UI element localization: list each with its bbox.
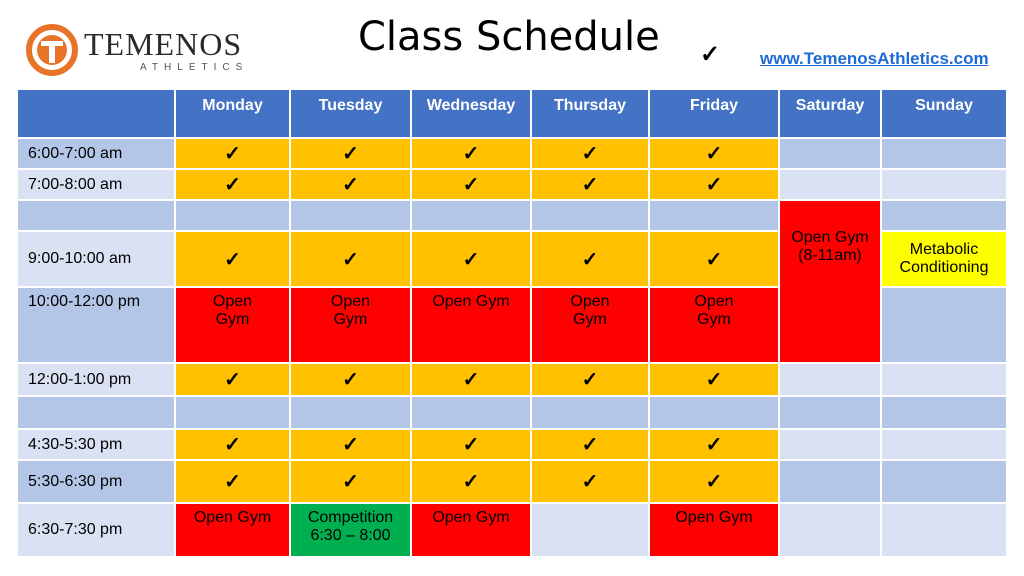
- check-mark-icon: ✓: [705, 248, 723, 271]
- table-row: [17, 396, 1007, 429]
- open-gym-label-line2: Gym: [215, 311, 250, 328]
- time-label: [17, 200, 175, 231]
- saturday-open-gym-hours: (8-11am): [798, 247, 862, 264]
- empty-cell: [411, 396, 531, 429]
- open-gym-cell: [531, 287, 649, 363]
- open-gym-label: Open Gym: [432, 293, 510, 310]
- open-gym-label: Open Gym: [675, 509, 753, 526]
- check-mark-icon: ✓: [462, 369, 480, 391]
- day-header-tuesday: Tuesday: [290, 89, 411, 138]
- open-gym-cell: [175, 503, 290, 557]
- class-cell: [649, 363, 779, 396]
- check-mark-icon: ✓: [581, 143, 599, 165]
- table-row: [17, 503, 1007, 557]
- table-row: [17, 138, 1007, 169]
- empty-cell: [881, 287, 1007, 363]
- class-cell: [411, 429, 531, 460]
- page-title: Class Schedule: [358, 14, 660, 60]
- open-gym-label: Open Gym: [193, 509, 272, 526]
- empty-cell: [175, 200, 290, 231]
- class-cell: [175, 363, 290, 396]
- check-mark-icon: ✓: [705, 369, 723, 391]
- table-row: [17, 429, 1007, 460]
- check-mark-icon: ✓: [342, 434, 359, 456]
- class-cell: [649, 460, 779, 503]
- open-gym-cell: [411, 503, 531, 557]
- day-header-friday: Friday: [649, 89, 779, 138]
- class-cell: [175, 429, 290, 460]
- class-cell: [290, 169, 411, 200]
- class-cell: [531, 429, 649, 460]
- class-cell: [175, 169, 290, 200]
- check-mark-icon: ✓: [224, 369, 241, 391]
- class-cell: [290, 138, 411, 169]
- class-cell: [411, 169, 531, 200]
- open-gym-label: Open Gym: [432, 509, 510, 526]
- empty-cell: [881, 363, 1007, 396]
- check-mark-icon: ✓: [342, 143, 359, 165]
- class-cell: [290, 231, 411, 287]
- table-row: [17, 460, 1007, 503]
- logo-name: TEMENOS: [84, 26, 243, 62]
- time-label: 4:30-5:30 pm: [17, 429, 175, 460]
- class-cell: [411, 138, 531, 169]
- class-cell: [531, 169, 649, 200]
- open-gym-label-line1: Open: [694, 293, 734, 310]
- corner-cell: [17, 89, 175, 138]
- check-mark-icon: ✓: [581, 369, 599, 391]
- class-cell: [411, 363, 531, 396]
- check-mark-icon: ✓: [462, 434, 480, 456]
- time-label: 7:00-8:00 am: [17, 169, 175, 200]
- open-gym-label-line2: Gym: [573, 311, 607, 328]
- day-header-saturday: Saturday: [779, 89, 881, 138]
- empty-cell: [531, 396, 649, 429]
- saturday-open-gym-label: Open Gym: [791, 229, 869, 246]
- empty-cell: [411, 200, 531, 231]
- check-mark-icon: ✓: [700, 41, 721, 68]
- empty-cell: [290, 200, 411, 231]
- empty-cell: [779, 363, 881, 396]
- competition-cell: [290, 503, 411, 557]
- class-cell: [649, 231, 779, 287]
- check-mark-icon: ✓: [342, 248, 359, 271]
- open-gym-label-line1: Open: [570, 293, 610, 310]
- day-header-wednesday: Wednesday: [411, 89, 531, 138]
- class-cell: [175, 231, 290, 287]
- class-cell: [411, 231, 531, 287]
- open-gym-cell: [175, 287, 290, 363]
- class-cell: [290, 460, 411, 503]
- website-link[interactable]: www.TemenosAthletics.com: [760, 49, 989, 68]
- time-label: 10:00-12:00 pm: [17, 287, 175, 363]
- empty-cell: [779, 396, 881, 429]
- time-label: 12:00-1:00 pm: [17, 363, 175, 396]
- class-cell: [290, 429, 411, 460]
- check-mark-icon: ✓: [342, 369, 359, 391]
- table-row: [17, 363, 1007, 396]
- class-cell: [531, 231, 649, 287]
- check-mark-icon: ✓: [581, 471, 599, 493]
- table-row: [17, 200, 1007, 231]
- empty-cell: [531, 503, 649, 557]
- empty-cell: [175, 396, 290, 429]
- temenos-logo: [24, 22, 284, 78]
- empty-cell: [881, 460, 1007, 503]
- empty-cell: [531, 200, 649, 231]
- class-cell: [411, 460, 531, 503]
- check-mark-icon: ✓: [224, 434, 241, 456]
- open-gym-cell: [290, 287, 411, 363]
- empty-cell: [881, 503, 1007, 557]
- open-gym-label-line1: Open: [330, 293, 371, 310]
- empty-cell: [649, 396, 779, 429]
- check-mark-icon: ✓: [705, 143, 723, 165]
- temenos-emblem-icon: [24, 22, 80, 78]
- day-header-monday: Monday: [175, 89, 290, 138]
- class-cell: [531, 363, 649, 396]
- empty-cell: [779, 429, 881, 460]
- class-cell: [649, 169, 779, 200]
- logo-subtitle: ATHLETICS: [140, 62, 249, 73]
- day-header-thursday: Thursday: [531, 89, 649, 138]
- check-mark-icon: ✓: [224, 248, 241, 271]
- check-mark-icon: ✓: [342, 471, 359, 493]
- open-gym-label-line1: Open: [212, 293, 253, 310]
- open-gym-cell: [411, 287, 531, 363]
- empty-cell: [779, 503, 881, 557]
- class-cell: [531, 460, 649, 503]
- schedule-table: [16, 88, 1008, 558]
- check-mark-icon: ✓: [224, 143, 241, 165]
- check-mark-icon: ✓: [705, 471, 723, 493]
- class-cell: [175, 138, 290, 169]
- open-gym-label-line2: Gym: [333, 311, 368, 328]
- empty-cell: [881, 429, 1007, 460]
- day-header-sunday: Sunday: [881, 89, 1007, 138]
- open-gym-cell: [649, 503, 779, 557]
- class-cell: [175, 460, 290, 503]
- open-gym-cell: [649, 287, 779, 363]
- check-mark-icon: ✓: [342, 174, 359, 196]
- empty-cell: [290, 396, 411, 429]
- check-mark-icon: ✓: [581, 248, 599, 271]
- class-cell: [649, 429, 779, 460]
- check-mark-icon: ✓: [462, 174, 480, 196]
- open-gym-label-line2: Gym: [697, 311, 731, 328]
- check-mark-icon: ✓: [581, 174, 599, 196]
- class-cell: [649, 138, 779, 169]
- metabolic-label-line1: Metabolic: [909, 241, 979, 258]
- table-row: [17, 169, 1007, 200]
- check-mark-icon: ✓: [462, 248, 480, 271]
- check-mark-icon: ✓: [224, 174, 241, 196]
- check-mark-icon: ✓: [462, 143, 480, 165]
- check-mark-icon: ✓: [705, 434, 723, 456]
- metabolic-conditioning-cell: [881, 231, 1007, 287]
- check-mark-icon: ✓: [581, 434, 599, 456]
- check-mark-icon: ✓: [705, 174, 723, 196]
- time-label: 5:30-6:30 pm: [17, 460, 175, 503]
- empty-cell: [779, 169, 881, 200]
- time-label: 6:30-7:30 pm: [17, 503, 175, 557]
- empty-cell: [881, 200, 1007, 231]
- empty-cell: [649, 200, 779, 231]
- header-row: [17, 89, 1007, 138]
- empty-cell: [881, 396, 1007, 429]
- time-label: 6:00-7:00 am: [17, 138, 175, 169]
- class-cell: [531, 138, 649, 169]
- competition-time: 6:30 – 8:00: [310, 527, 391, 544]
- time-label: 9:00-10:00 am: [17, 231, 175, 287]
- competition-label: Competition: [307, 509, 394, 526]
- time-label: [17, 396, 175, 429]
- empty-cell: [881, 138, 1007, 169]
- check-mark-icon: ✓: [224, 471, 241, 493]
- saturday-open-gym-cell: [779, 200, 881, 363]
- empty-cell: [779, 460, 881, 503]
- class-cell: [290, 363, 411, 396]
- check-mark-icon: ✓: [462, 471, 480, 493]
- metabolic-label-line2: Conditioning: [899, 259, 989, 276]
- empty-cell: [881, 169, 1007, 200]
- empty-cell: [779, 138, 881, 169]
